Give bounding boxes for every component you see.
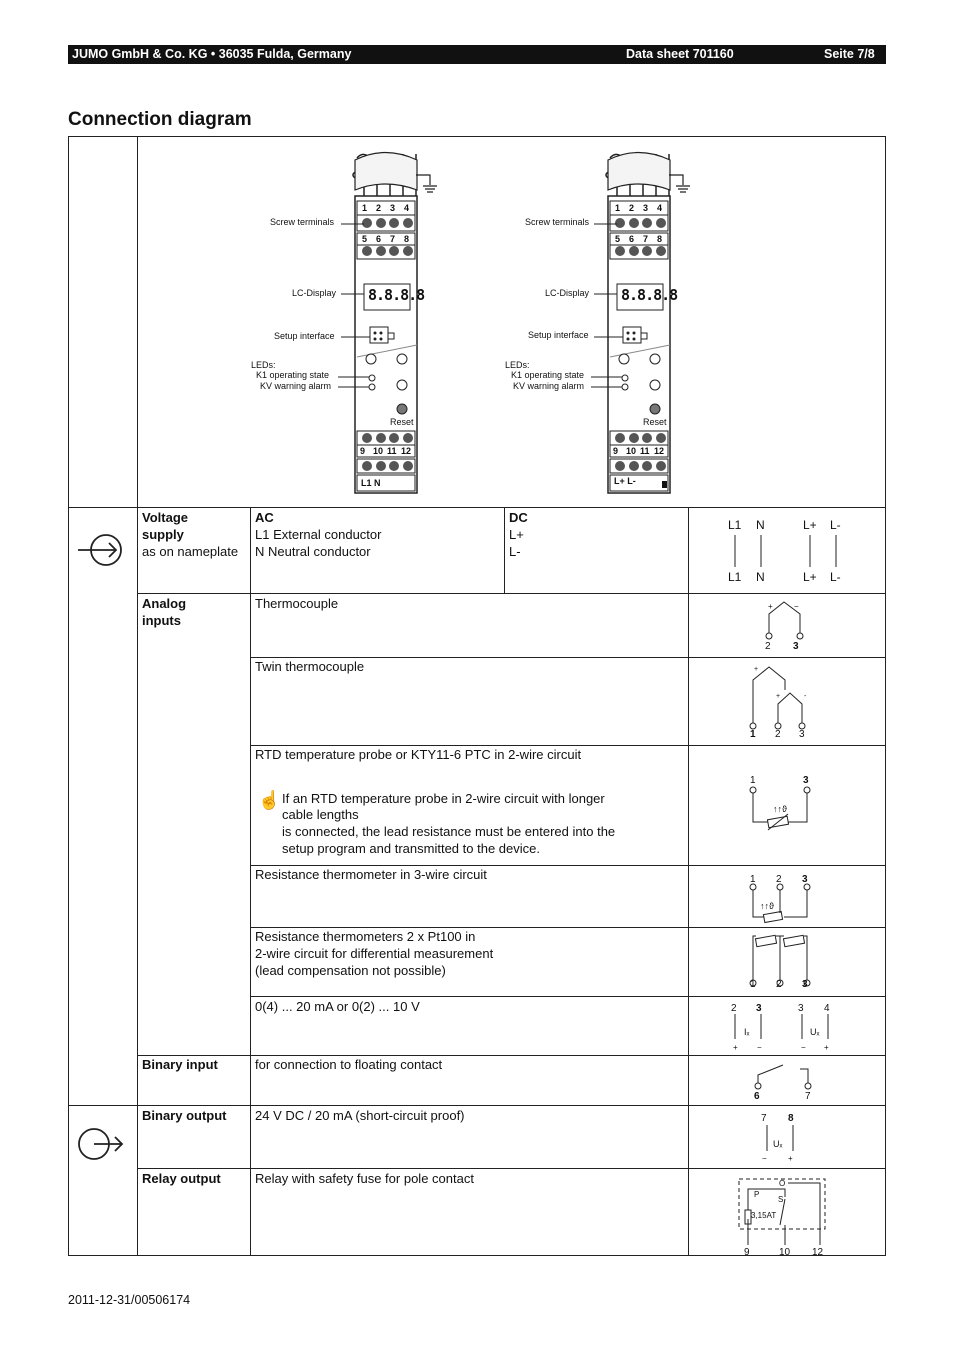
page-title: Connection diagram [68, 109, 252, 130]
terminal-2: 2 [376, 203, 382, 213]
terminal-8: 8 [657, 234, 663, 244]
terminal-3: 3 [643, 203, 649, 213]
svg-text:3: 3 [803, 775, 809, 786]
terminal-4: 4 [404, 203, 410, 213]
diag-label: L+ [803, 570, 817, 584]
diag-label: N [756, 518, 765, 532]
binary-output-desc: 24 V DC / 20 mA (short-circuit proof) [255, 1108, 465, 1123]
diag-label: L1 [728, 570, 742, 584]
svg-text:12: 12 [812, 1247, 824, 1256]
current-voltage-desc: 0(4) ... 20 mA or 0(2) ... 10 V [255, 999, 420, 1014]
wiring-schematics [688, 507, 886, 1256]
rtd-note: cable lengths [282, 807, 359, 822]
svg-text:Iₓ: Iₓ [744, 1027, 750, 1037]
voltage-label: as on nameplate [142, 544, 239, 559]
output-arrow-icon [76, 1127, 126, 1163]
footer-date: 2011-12-31/00506174 [68, 1293, 191, 1307]
svg-text:2: 2 [776, 979, 782, 990]
svg-text:1: 1 [750, 874, 756, 885]
svg-text:8: 8 [788, 1113, 794, 1124]
label-screw-terminals: Screw terminals [270, 217, 335, 227]
svg-text:−: − [762, 1154, 767, 1163]
binary-input-desc: for connection to floating contact [255, 1057, 443, 1072]
label-lc-display: LC-Display [545, 288, 590, 298]
rtd-note: setup program and transmitted to the device. [282, 841, 540, 856]
rtd-note: If an RTD temperature probe in 2-wire circuit with longer [282, 791, 605, 806]
label-kv: KV warning alarm [260, 381, 332, 391]
terminal-8: 8 [404, 234, 410, 244]
voltage-label: supply [142, 527, 184, 542]
svg-text:3: 3 [798, 1003, 804, 1014]
binary-output-label: Binary output [142, 1108, 227, 1123]
label-screw-terminals: Screw terminals [525, 217, 590, 227]
svg-text:Ö: Ö [779, 1179, 786, 1188]
dc-title: DC [509, 510, 528, 525]
col-divider [504, 507, 505, 593]
label-k1: K1 operating state [511, 370, 585, 380]
svg-text:1: 1 [750, 979, 756, 990]
terminal-5: 5 [615, 234, 621, 244]
rtd-note: is connected, the lead resistance must be entered into the [282, 824, 616, 839]
analog-label: inputs [142, 613, 181, 628]
header-datasheet: Data sheet 701160 [626, 47, 734, 61]
svg-text:3: 3 [793, 641, 799, 652]
pt100-desc: 2-wire circuit for differential measurement [255, 946, 494, 961]
terminal-3: 3 [390, 203, 396, 213]
dc-plus: L+ [509, 527, 524, 542]
svg-text:-: - [804, 693, 807, 700]
svg-text:1: 1 [750, 729, 756, 740]
svg-text:2: 2 [776, 874, 782, 885]
rtd3-desc: Resistance thermometer in 3-wire circuit [255, 867, 487, 882]
svg-text:+: + [754, 666, 759, 673]
svg-text:S: S [778, 1195, 784, 1204]
svg-text:Uₓ: Uₓ [810, 1027, 820, 1037]
label-leds: LEDs: [505, 360, 530, 370]
svg-text:7: 7 [761, 1113, 767, 1124]
svg-text:+: + [824, 1043, 829, 1052]
twin-thermocouple-desc: Twin thermocouple [255, 659, 365, 674]
svg-text:2: 2 [731, 1003, 737, 1014]
device-drawings [0, 0, 954, 510]
ac-l1: L1 External conductor [255, 527, 382, 542]
col-divider [250, 507, 251, 1256]
pt100-desc: (lead compensation not possible) [255, 963, 446, 978]
binary-input-label: Binary input [142, 1057, 218, 1072]
terminal-10: 10 [373, 446, 384, 456]
svg-text:9: 9 [744, 1247, 750, 1256]
svg-text:−: − [757, 1043, 762, 1052]
svg-text:3: 3 [756, 1003, 762, 1014]
svg-text:3: 3 [802, 874, 808, 885]
terminal-11: 11 [640, 446, 650, 456]
terminal-6: 6 [629, 234, 635, 244]
terminal-11: 11 [387, 446, 397, 456]
dc-minus: L- [509, 544, 521, 559]
analog-label: Analog [142, 596, 187, 611]
diag-label: L1 [728, 518, 742, 532]
diag-label: L- [830, 570, 841, 584]
svg-text:P: P [754, 1190, 760, 1199]
ac-title: AC [255, 510, 274, 525]
label-setup-interface: Setup interface [528, 330, 589, 340]
diag-label: L- [830, 518, 841, 532]
hand-pointer-icon: ☝ [258, 790, 281, 810]
label-setup-interface: Setup interface [274, 331, 335, 341]
svg-text:7: 7 [805, 1091, 811, 1102]
terminal-5: 5 [362, 234, 368, 244]
svg-text:+: + [788, 1154, 793, 1163]
thermocouple-desc: Thermocouple [255, 596, 339, 611]
svg-text:+: + [768, 602, 773, 611]
header-page: Seite 7/8 [824, 47, 875, 61]
svg-text:↑↑ϑ: ↑↑ϑ [773, 804, 787, 814]
pt100-desc: Resistance thermometers 2 x Pt100 in [255, 929, 476, 944]
svg-text:3: 3 [799, 729, 805, 740]
svg-text:↑↑ϑ: ↑↑ϑ [760, 901, 774, 911]
rtd-title: RTD temperature probe or KTY11-6 PTC in 2-wire circuit [255, 747, 582, 762]
svg-text:2: 2 [765, 641, 771, 652]
svg-text:+: + [776, 693, 781, 700]
ac-n: N Neutral conductor [255, 544, 371, 559]
diag-label: L+ [803, 518, 817, 532]
svg-text:−: − [801, 1043, 806, 1052]
svg-text:6: 6 [754, 1091, 760, 1102]
voltage-label: Voltage [142, 510, 188, 525]
relay-output-label: Relay output [142, 1171, 221, 1186]
terminal-6: 6 [376, 234, 382, 244]
terminal-10: 10 [626, 446, 637, 456]
terminal-1: 1 [362, 203, 368, 213]
input-arrow-icon [76, 532, 126, 572]
fuse-label: 3,15AT [751, 1211, 777, 1220]
terminal-9: 9 [613, 446, 619, 456]
diag-label: N [756, 570, 765, 584]
svg-text:4: 4 [824, 1003, 830, 1014]
terminal-12: 12 [401, 446, 412, 456]
label-lc-display: LC-Display [292, 288, 337, 298]
relay-output-desc: Relay with safety fuse for pole contact [255, 1171, 474, 1186]
header-company: JUMO GmbH & Co. KG • 36035 Fulda, Germany [72, 47, 352, 61]
supply-label-left: L1 N [361, 478, 381, 488]
svg-text:−: − [794, 602, 799, 611]
svg-text:10: 10 [779, 1247, 791, 1256]
svg-text:Uₓ: Uₓ [773, 1139, 783, 1149]
label-k1: K1 operating state [256, 370, 330, 380]
label-kv: KV warning alarm [513, 381, 585, 391]
svg-text:+: + [733, 1043, 738, 1052]
terminal-4: 4 [657, 203, 663, 213]
label-leds: LEDs: [251, 360, 276, 370]
lc-display-digits: 8.8.8.8 [368, 286, 425, 304]
svg-text:3: 3 [802, 979, 808, 990]
terminal-7: 7 [390, 234, 396, 244]
terminal-7: 7 [643, 234, 649, 244]
supply-label-right: L+ L- [614, 476, 636, 486]
terminal-9: 9 [360, 446, 366, 456]
terminal-1: 1 [615, 203, 621, 213]
svg-text:2: 2 [775, 729, 781, 740]
lc-display-digits: 8.8.8.8 [621, 286, 678, 304]
reset-label: Reset [643, 417, 667, 427]
terminal-2: 2 [629, 203, 635, 213]
terminal-12: 12 [654, 446, 665, 456]
reset-label: Reset [390, 417, 414, 427]
svg-text:1: 1 [750, 775, 756, 786]
